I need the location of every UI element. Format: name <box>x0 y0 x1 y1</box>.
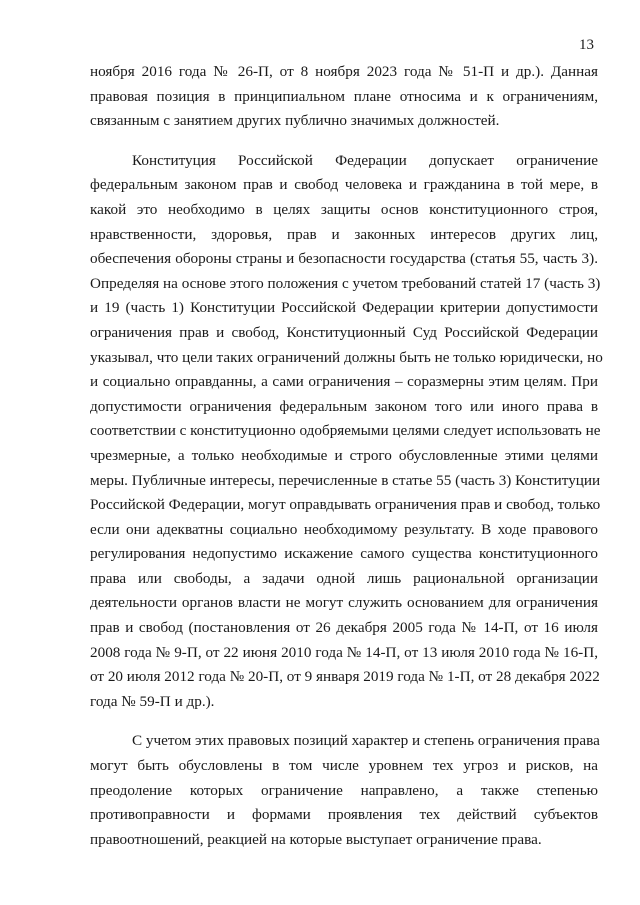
text-line: года № 59-П и др.). <box>90 692 215 710</box>
text-line: могут быть обусловлены в том числе уровнем тех угроз и рисков, на <box>90 757 598 775</box>
text-line: правоотношений, реакцией на которые выступает ограничение права. <box>90 830 542 848</box>
text-line: противоправности и формами проявления тех действий субъектов <box>90 806 598 824</box>
text-line: нравственности, здоровья, прав и законных интересов других лиц, <box>90 225 598 243</box>
text-line: соответствии с конституционно одобряемыми целями следует использовать не <box>90 422 601 440</box>
text-line: указывал, что цели таких ограничений должны быть не только юридически, но <box>90 348 603 366</box>
text-line: допустимости ограничения федеральным законом того или иного права в <box>90 397 598 415</box>
paragraph <box>90 60 598 134</box>
text-line: прав и свобод (постановления от 26 декабря 2005 года № 14-П, от 16 июля <box>90 619 598 637</box>
paragraph <box>90 729 598 852</box>
text-line: от 20 июля 2012 года № 20-П, от 9 января 2019 года № 1-П, от 28 декабря 2022 <box>90 668 600 686</box>
page-number: 13 <box>579 37 594 53</box>
text-line: и 19 (часть 1) Конституции Российской Федерации критерии допустимости <box>90 299 598 317</box>
text-line: чрезмерные, а только необходимые и строго обусловленные этими целями <box>90 446 598 464</box>
text-line: какой это необходимо в целях защиты основ конституционного строя, <box>90 200 598 218</box>
text-line: ноября 2016 года № 26-П, от 8 ноября 2023 года № 51-П и др.). Данная <box>90 63 598 80</box>
text-line: меры. Публичные интересы, перечисленные в статье 55 (часть 3) Конституции <box>90 471 601 489</box>
text-line: правовая позиция в принципиальном плане относима и к ограничениям, <box>90 87 598 105</box>
text-line: федеральным законом прав и свобод человека и гражданина в той мере, в <box>90 176 598 194</box>
text-line: 2008 года № 9-П, от 22 июня 2010 года № 14-П, от 13 июля 2010 года № 16-П, <box>90 643 598 661</box>
text-line: обеспечения обороны страны и безопасности государства (статья 55, часть 3). <box>90 250 598 268</box>
text-line: регулирования недопустимо искажение самого существа конституционного <box>90 545 598 563</box>
text-line: Определяя на основе этого положения с учетом требований статей 17 (часть 3) <box>90 274 601 292</box>
text-line: связанным с занятием других публично значимых должностей. <box>90 112 500 130</box>
paragraph <box>90 149 603 715</box>
text-line: преодоление которых ограничение направлено, а также степенью <box>90 781 598 799</box>
text-line: Российской Федерации, могут оправдывать ограничения прав и свобод, только <box>90 496 601 514</box>
text-line: С учетом этих правовых позиций характер и степень ограничения права <box>132 732 600 750</box>
text-line: и социально оправданны, а сами ограничения – соразмерны этим целям. При <box>90 373 598 391</box>
text-line: если они адекватны социально необходимому результату. В ходе правового <box>90 520 598 538</box>
text-line: ограничения прав и свобод, Конституционный Суд Российской Федерации <box>90 323 598 341</box>
text-line: деятельности органов власти не могут служить основанием для ограничения <box>90 594 598 612</box>
document-body <box>90 60 603 852</box>
text-line: Конституция Российской Федерации допускает ограничение <box>132 151 598 169</box>
text-line: права или свободы, а задачи одной лишь рациональной организации <box>90 569 598 587</box>
